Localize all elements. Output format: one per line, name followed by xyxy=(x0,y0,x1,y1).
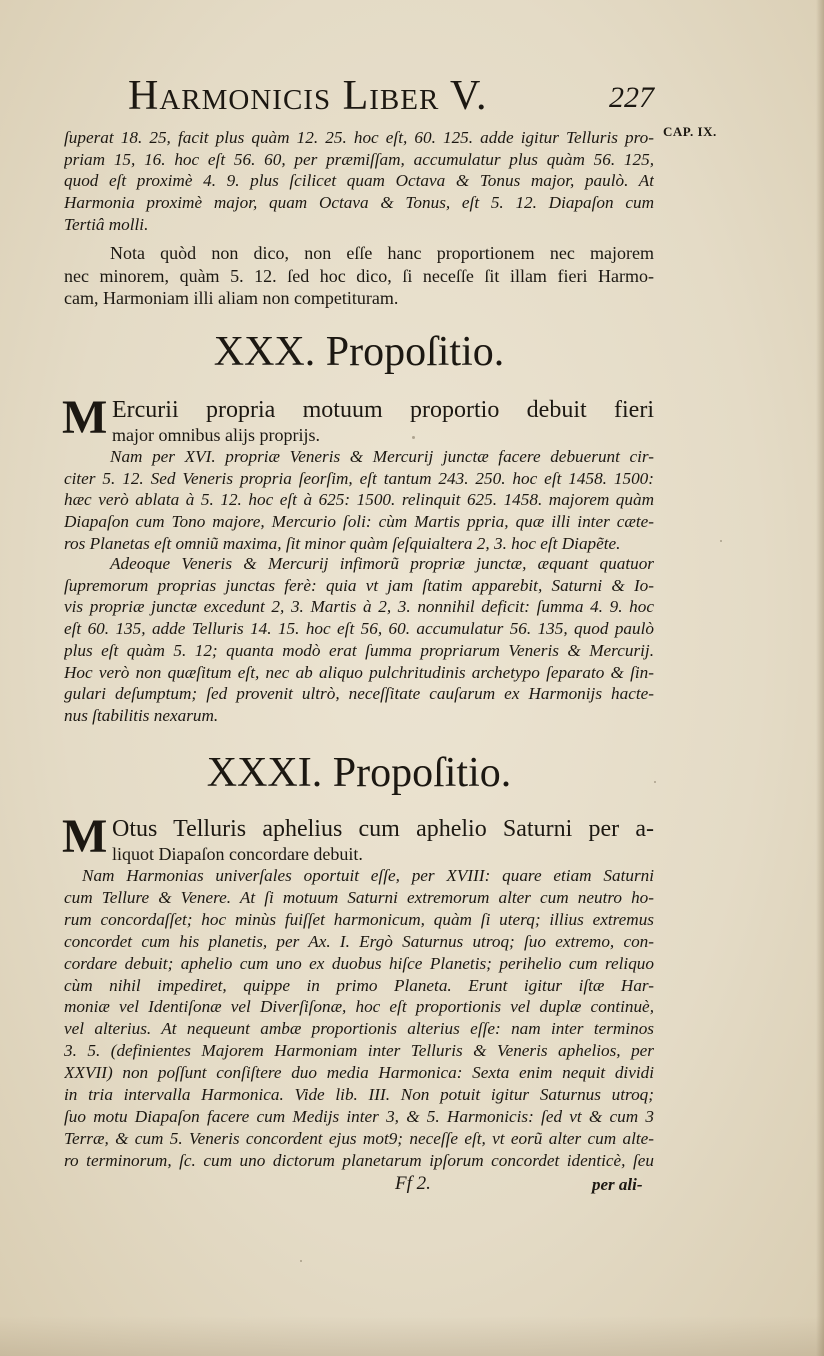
paragraph-top xyxy=(64,127,654,236)
text-line: cùm nihil impediret, quippe in primo Planeta. Erunt igitur iſtæ Har- xyxy=(64,975,654,995)
text-line: cum Tellure & Venere. At ſi motuum Saturni extremorum alter cum neutro ho- xyxy=(64,887,654,907)
text-line: Harmonia proximè major, quam Octava & Tonus, eſt 5. 12. Diapaſon cum xyxy=(64,193,654,213)
paper-speck xyxy=(654,781,656,783)
text-line: ſupremorum proprias junctas ferè: quia vt jam ſtatim apparebit, Saturni & Io- xyxy=(64,575,654,595)
statement-line: Ercurii propria motuum proportio debuit fieri xyxy=(112,397,654,423)
proposition-heading-30: XXX. Propoſitio. xyxy=(213,329,505,375)
drop-cap: M xyxy=(62,810,108,863)
text-line: Terræ, & cum 5. Veneris concordent ejus mot9; neceſſe eſt, vt eorũ alter cum alte- xyxy=(64,1128,654,1148)
text-line: ro terminorum, ſc. cum uno dictorum planetarum ipſorum concordet identicè, ſeu xyxy=(64,1150,654,1170)
paper-speck xyxy=(720,540,722,542)
signature-mark: Ff 2. xyxy=(395,1173,431,1194)
text-line: concordet cum his planetis, per Ax. I. Ergò Saturnus utroq; ſuo extremo, con- xyxy=(64,931,654,951)
text-line: Nota quòd non dico, non eſſe hanc proportionem nec majorem xyxy=(110,243,654,263)
statement-line: major omnibus alijs proprijs. xyxy=(112,425,320,445)
text-line: Nam per XVI. propriæ Veneris & Mercurij junctæ facere debuerunt cir- xyxy=(110,447,654,466)
text-line: cordare debuit; aphelio cum uno ex duobus hiſce Planetis; perihelio cum reliquo xyxy=(64,953,654,973)
text-line: nus ſtabilitis nexarum. xyxy=(64,705,219,725)
text-line: XXVII) non poſſunt conſiſtere duo media Harmonica: Sexta enim nequit dividi xyxy=(64,1063,654,1083)
text-line: moniæ vel Identiſonæ vel Diverſiſonæ, hoc eſt proportionis vel duplæ continuè, xyxy=(64,997,654,1017)
text-line: nec minorem, quàm 5. 12. ſed hoc dico, ſi neceſſe ſit illam fieri Harmo- xyxy=(64,265,654,286)
text-line: priam 15, 16. hoc eſt 56. 60, per præmiſſam, accumulatur plus quàm 56. 125, xyxy=(64,149,654,169)
text-line: ſuperat 18. 25, facit plus quàm 12. 25. hoc eſt, 60. 125. adde igitur Telluris pro- xyxy=(64,128,654,147)
text-line: cam, Harmoniam illi aliam non competituram. xyxy=(64,288,399,308)
text-line: Nam Harmonias univerſales oportuit eſſe, per XVIII: quare etiam Saturni xyxy=(82,866,654,885)
paragraph-30-1 xyxy=(64,446,654,555)
proposition-statement-30 xyxy=(112,396,654,446)
text-line: vis propriæ junctæ excedunt 2, 3. Martis à 2, 3. nonnihil deficit: ſumma 4. 9. hoc xyxy=(64,597,654,617)
text-line: quod eſt proximè 4. 9. plus ſcilicet quam Octava & Tonus major, paulò. At xyxy=(64,171,654,191)
drop-cap: M xyxy=(62,391,108,444)
proposition-heading-31: XXXI. Propoſitio. xyxy=(206,750,512,796)
catchword: per ali- xyxy=(592,1175,643,1194)
text-line: vel alterius. At nequeunt ambæ proportionis alterius eſſe: nam inter terminos xyxy=(64,1019,654,1039)
text-line: Adeoque Veneris & Mercurij infimorũ propriæ junctæ, æquant quatuor xyxy=(110,554,654,573)
paragraph-30-2 xyxy=(64,553,654,727)
statement-line: Otus Telluris aphelius cum aphelio Saturni per a- xyxy=(112,816,654,842)
page-number: 227 xyxy=(609,81,654,114)
text-line: rum concordaſſet; hoc minùs fuiſſet harmonicum, quàm ſi uterq; illius extremus xyxy=(64,909,654,929)
text-line: plus eſt quàm 5. 12; quanta modò erat ſumma propriarum Veneris & Mercurij. xyxy=(64,640,654,660)
page-edge-shadow xyxy=(816,0,824,1356)
text-line: Hoc verò non quæſitum eſt, nec ab aliquo pulchritudinis archetypo ſeparato & ſin- xyxy=(64,662,654,682)
running-head xyxy=(128,72,654,120)
text-line: hæc verò ablata à 5. 12. hoc eſt à 625: 1500. relinquit 625. 1458. majorem quàm xyxy=(64,490,654,510)
text-line: Tertiâ molli. xyxy=(64,214,149,234)
paragraph-nota xyxy=(64,242,654,310)
text-line: eſt 60. 135, adde Telluris 14. 15. hoc eſt 56, 60. accumulatur 56. 135, quod paulò xyxy=(64,619,654,639)
bottom-shadow xyxy=(0,1316,824,1356)
text-line: ſuo motu Diapaſon facere cum Medijs inter 3, & 5. Harmonicis: ſed vt & cum 3 xyxy=(64,1106,654,1126)
text-line: in tria intervalla Harmonica. Vide lib. III. Non potuit igitur Saturnus utroq; xyxy=(64,1085,654,1105)
text-line: citer 5. 12. Sed Veneris propria ſeorſim, eſt tantum 243. 250. hoc eſt 1458. 1500: xyxy=(64,468,654,488)
text-line: Diapaſon cum Tono majore, Mercurio ſoli: cùm Martis ppria, quæ illi inter cæte- xyxy=(64,512,654,532)
paper-speck xyxy=(412,436,415,439)
paper-speck xyxy=(300,1260,302,1262)
text-line: gulari deſumptum; ſed provenit ultrò, neceſſitate cauſarum ex Harmonijs hacte- xyxy=(64,684,654,704)
statement-line: liquot Diapaſon concordare debuit. xyxy=(112,844,363,864)
margin-note: CAP. IX. xyxy=(663,124,717,139)
text-line: 3. 5. (definientes Majorem Harmoniam inter Telluris & Veneris aphelios, per xyxy=(64,1041,654,1061)
proposition-statement-31 xyxy=(112,815,654,865)
text-line: ros Planetas eſt omniũ maxima, ſit minor quàm ſeſquialtera 2, 3. hoc eſt Diapẽte. xyxy=(64,533,621,553)
running-title: Harmonicis Liber V. xyxy=(128,73,488,119)
paragraph-31-1 xyxy=(64,865,654,1172)
